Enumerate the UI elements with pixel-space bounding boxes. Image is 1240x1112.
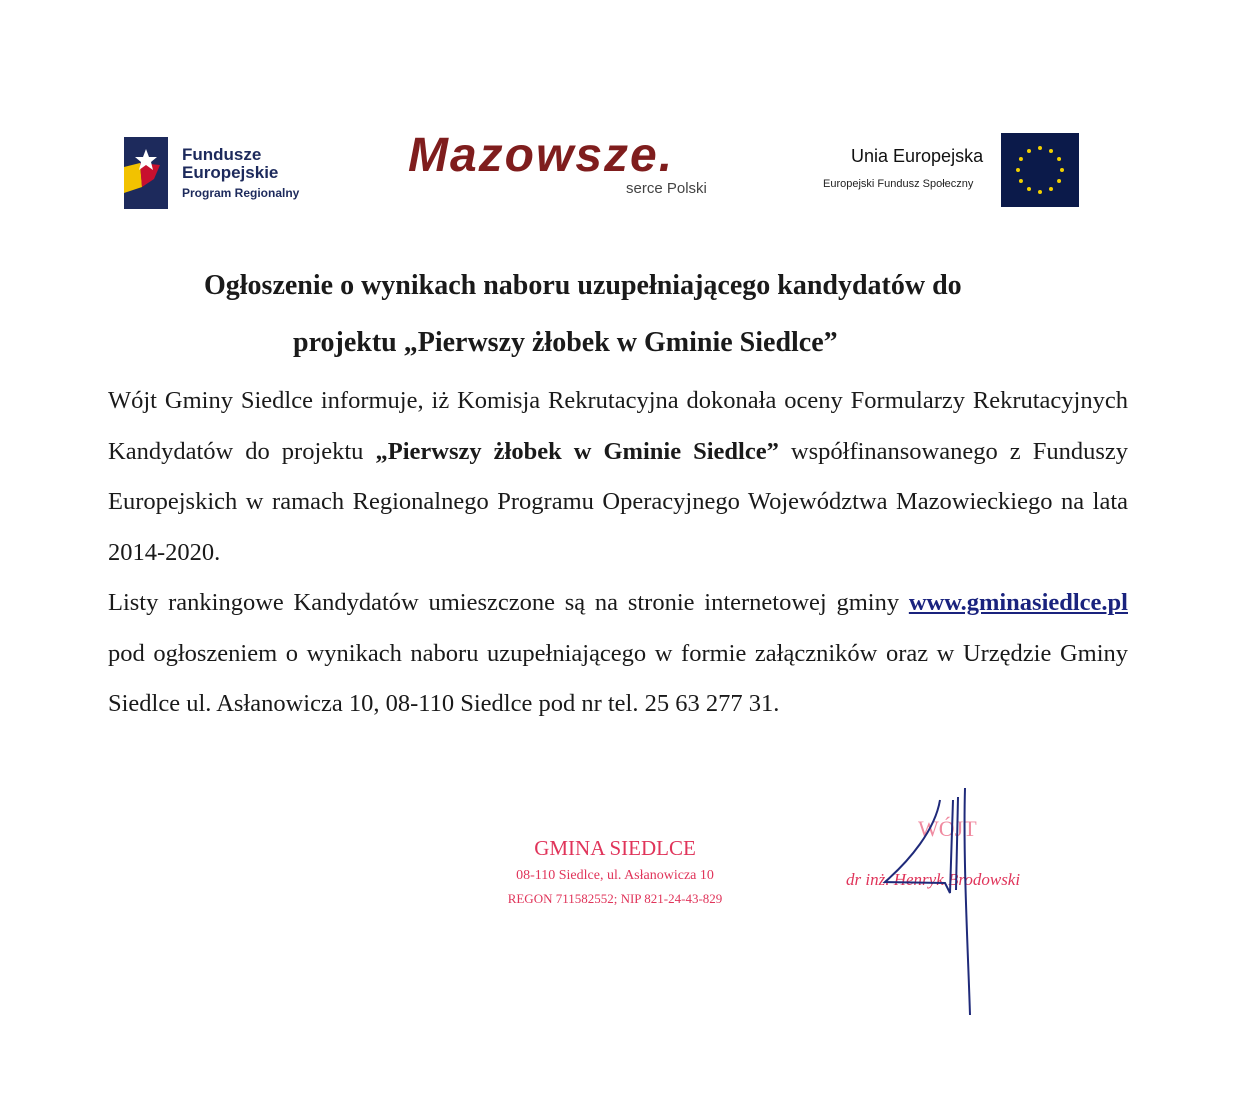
signature-name: dr inż. Henryk Brodowski [846, 870, 1021, 889]
p2-text-cont: pod ogłoszeniem o wynikach naboru uzupełniającego w formie załączników oraz w Urzędzie Gminy Siedlce ul. Asłanowicza 10, 08-110 Siedlce pod nr tel. 25 63 277 31. [108, 639, 1128, 717]
p1-text-cont: współfinansowanego z Funduszy Europejskich w ramach Regionalnego Programu Operacyjnego Województwa Mazowieckiego na lata 2014-2020. [108, 437, 1128, 566]
p2-text: Listy rankingowe Kandydatów umieszczone są na stronie internetowej gminy [108, 589, 909, 616]
announcement-body [108, 376, 1128, 730]
website-link[interactable]: www.gminasiedlce.pl [908, 589, 1128, 616]
eu-star [1038, 190, 1042, 194]
eu-star [1027, 149, 1031, 153]
eu-star [1057, 157, 1061, 161]
eu-logo-subtitle: Europejski Fundusz Społeczny [823, 178, 974, 190]
paragraph-1 [108, 376, 1128, 578]
eu-star [1019, 157, 1023, 161]
eu-star [1049, 149, 1053, 153]
eu-star [1049, 187, 1053, 191]
mazowsze-logo: Mazowsze. [408, 129, 675, 182]
eu-star [1019, 179, 1023, 183]
stamp-name: GMINA SIEDLCE [534, 836, 696, 860]
fe-logo-text [182, 146, 299, 202]
stamp-address: 08-110 Siedlce, ul. Asłanowicza 10 [516, 868, 714, 883]
mazowsze-tagline: serce Polski [626, 180, 707, 197]
fe-logo-mark [124, 137, 168, 209]
p1-text: Wójt Gminy Siedlce informuje, iż Komisja Rekrutacyjna dokonała oceny Formularzy Rekrutacyjnych Kandydatów do projektu [108, 387, 1128, 465]
eu-star [1060, 168, 1064, 172]
fe-logo-line3: Program Regionalny [182, 186, 300, 200]
fe-logo-line2: Europejskie [182, 163, 279, 182]
eu-star [1038, 146, 1042, 150]
signature-role: WÓJT [918, 816, 977, 841]
fe-logo-line1: Fundusze [182, 145, 262, 164]
eu-star [1027, 187, 1031, 191]
eu-star [1016, 168, 1020, 172]
paragraph-2 [108, 578, 1128, 730]
eu-star [1057, 179, 1061, 183]
project-name: „Pierwszy żłobek w Gminie Siedlce” [375, 437, 779, 465]
eu-logo-title: Unia Europejska [851, 146, 984, 166]
eu-flag-icon [1001, 133, 1079, 207]
page-title-line2: projektu „Pierwszy żłobek w Gminie Siedlce” [293, 327, 838, 358]
page-title-line1: Ogłoszenie o wynikach naboru uzupełniającego kandydatów do [204, 270, 962, 301]
stamp-ids: REGON 711582552; NIP 821-24-43-829 [507, 891, 723, 906]
